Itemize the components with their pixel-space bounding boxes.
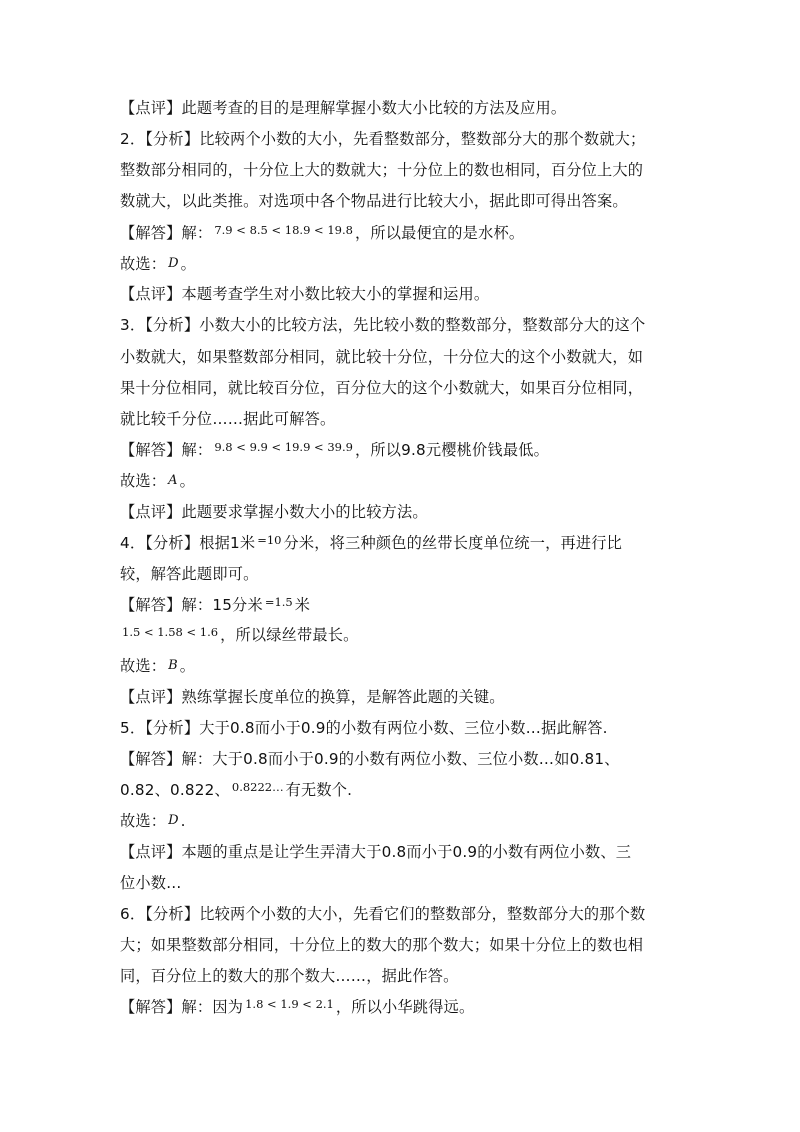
text: 位小数… [120,874,182,892]
analysis-line [120,160,643,180]
choice-line [120,811,186,833]
comment-line [120,502,428,522]
answer-line [120,625,359,646]
answer-line [120,997,474,1018]
analysis-line [120,564,259,584]
text: 3．【分析】小数大小的比较方法，先比较小数的整数部分，整数部分大的这个 [120,316,646,334]
analysis-line [120,129,645,149]
choice-letter: B [168,658,178,673]
choice-letter: D [168,256,179,271]
text: ，所以绿丝带最长。 [220,626,359,644]
analysis-line [120,533,622,554]
text: 6．【分析】比较两个小数的大小，先看它们的整数部分，整数部分大的那个数 [120,905,646,923]
text: 0.82、0.822、 [120,781,230,799]
comment-line [120,873,182,893]
analysis-line [120,378,643,398]
analysis-line [120,718,608,738]
comment-line [120,842,631,862]
text: ，所以最便宜的是水杯。 [354,224,525,242]
text: 。 [179,657,196,675]
text: 有无数个. [285,781,353,799]
text: 【点评】此题要求掌握小数大小的比较方法。 [120,503,428,521]
text: 。 [179,472,195,490]
text: 故选： [120,472,167,490]
text: 【解答】解：大于0.8而小于0.9的小数有两位小数、三位小数…如0.81、 [120,750,620,768]
text: . [180,812,186,830]
choice-line [120,656,195,678]
analysis-line [120,966,459,986]
text: 整数部分相同的，十分位上大的数就大；十分位上的数也相同，百分位上大的 [120,161,644,179]
text: 【解答】解： [120,224,213,242]
text: 。 [180,255,196,273]
text: 分米，将三种颜色的丝带长度单位统一，再进行比 [283,534,623,552]
answer-line [120,440,549,461]
math-expression: 1.5 < 1.58 < 1.6 [122,625,219,639]
text: 数就大，以此类推。对选项中各个物品进行比较大小，据此即可得出答案。 [120,192,628,210]
text: 5．【分析】大于0.8而小于0.9的小数有两位小数、三位小数…据此解答. [120,719,608,737]
text: 故选： [120,812,167,830]
analysis-line [120,904,645,924]
text: 米 [294,596,311,614]
math-expression: 9.8 < 9.9 < 19.9 < 39.9 [214,440,353,454]
text: 就比较千分位……据此可解答。 [120,410,336,428]
text: 故选： [120,255,167,273]
math-expression: =10 [257,533,282,547]
text: 【解答】解：因为 [120,998,244,1016]
text: 大；如果整数部分相同，十分位上的数大的那个数大；如果十分位上的数也相 [120,936,644,954]
text: 2．【分析】比较两个小数的大小，先看整数部分，整数部分大的那个数就大； [120,130,646,148]
answer-line [120,223,524,244]
text: 【点评】本题的重点是让学生弄清大于0.8而小于0.9的小数有两位小数、三 [120,843,632,861]
answer-line [120,595,310,616]
text: 【点评】熟练掌握长度单位的换算，是解答此题的关键。 [120,688,505,706]
choice-line [120,254,196,276]
analysis-line [120,409,335,429]
text: 小数就大，如果整数部分相同，就比较十分位，十分位大的这个小数就大，如 [120,348,644,366]
text: 同，百分位上的数大的那个数大……，据此作答。 [120,967,459,985]
math-expression: 7.9 < 8.5 < 18.9 < 19.8 [214,223,353,237]
text: 【解答】解：15分米 [120,596,263,614]
text: 【点评】此题考查的目的是理解掌握小数大小比较的方法及应用。 [120,99,567,117]
text: ，所以小华跳得远。 [335,998,475,1016]
comment-line [120,284,489,304]
math-expression: 1.8 < 1.9 < 2.1 [245,997,334,1011]
analysis-line [120,347,643,367]
text: 果十分位相同，就比较百分位，百分位大的这个小数就大，如果百分位相同， [120,379,644,397]
choice-line [120,471,195,493]
answer-line [120,749,620,769]
analysis-line [120,191,628,211]
text: 4．【分析】根据1米 [120,534,256,552]
answer-line [120,780,352,801]
text: ，所以9.8元樱桃价钱最低。 [354,441,549,459]
choice-letter: D [168,813,179,828]
comment-line [120,98,566,118]
choice-letter: A [168,473,178,488]
analysis-line [120,935,643,955]
text: 【解答】解： [120,441,213,459]
text: 故选： [120,657,167,675]
comment-line [120,687,505,707]
math-expression: 0.8222… [231,780,284,794]
math-expression: =1.5 [264,595,293,609]
text: 较，解答此题即可。 [120,565,259,583]
analysis-line [120,315,645,335]
text: 【点评】本题考查学生对小数比较大小的掌握和运用。 [120,285,490,303]
